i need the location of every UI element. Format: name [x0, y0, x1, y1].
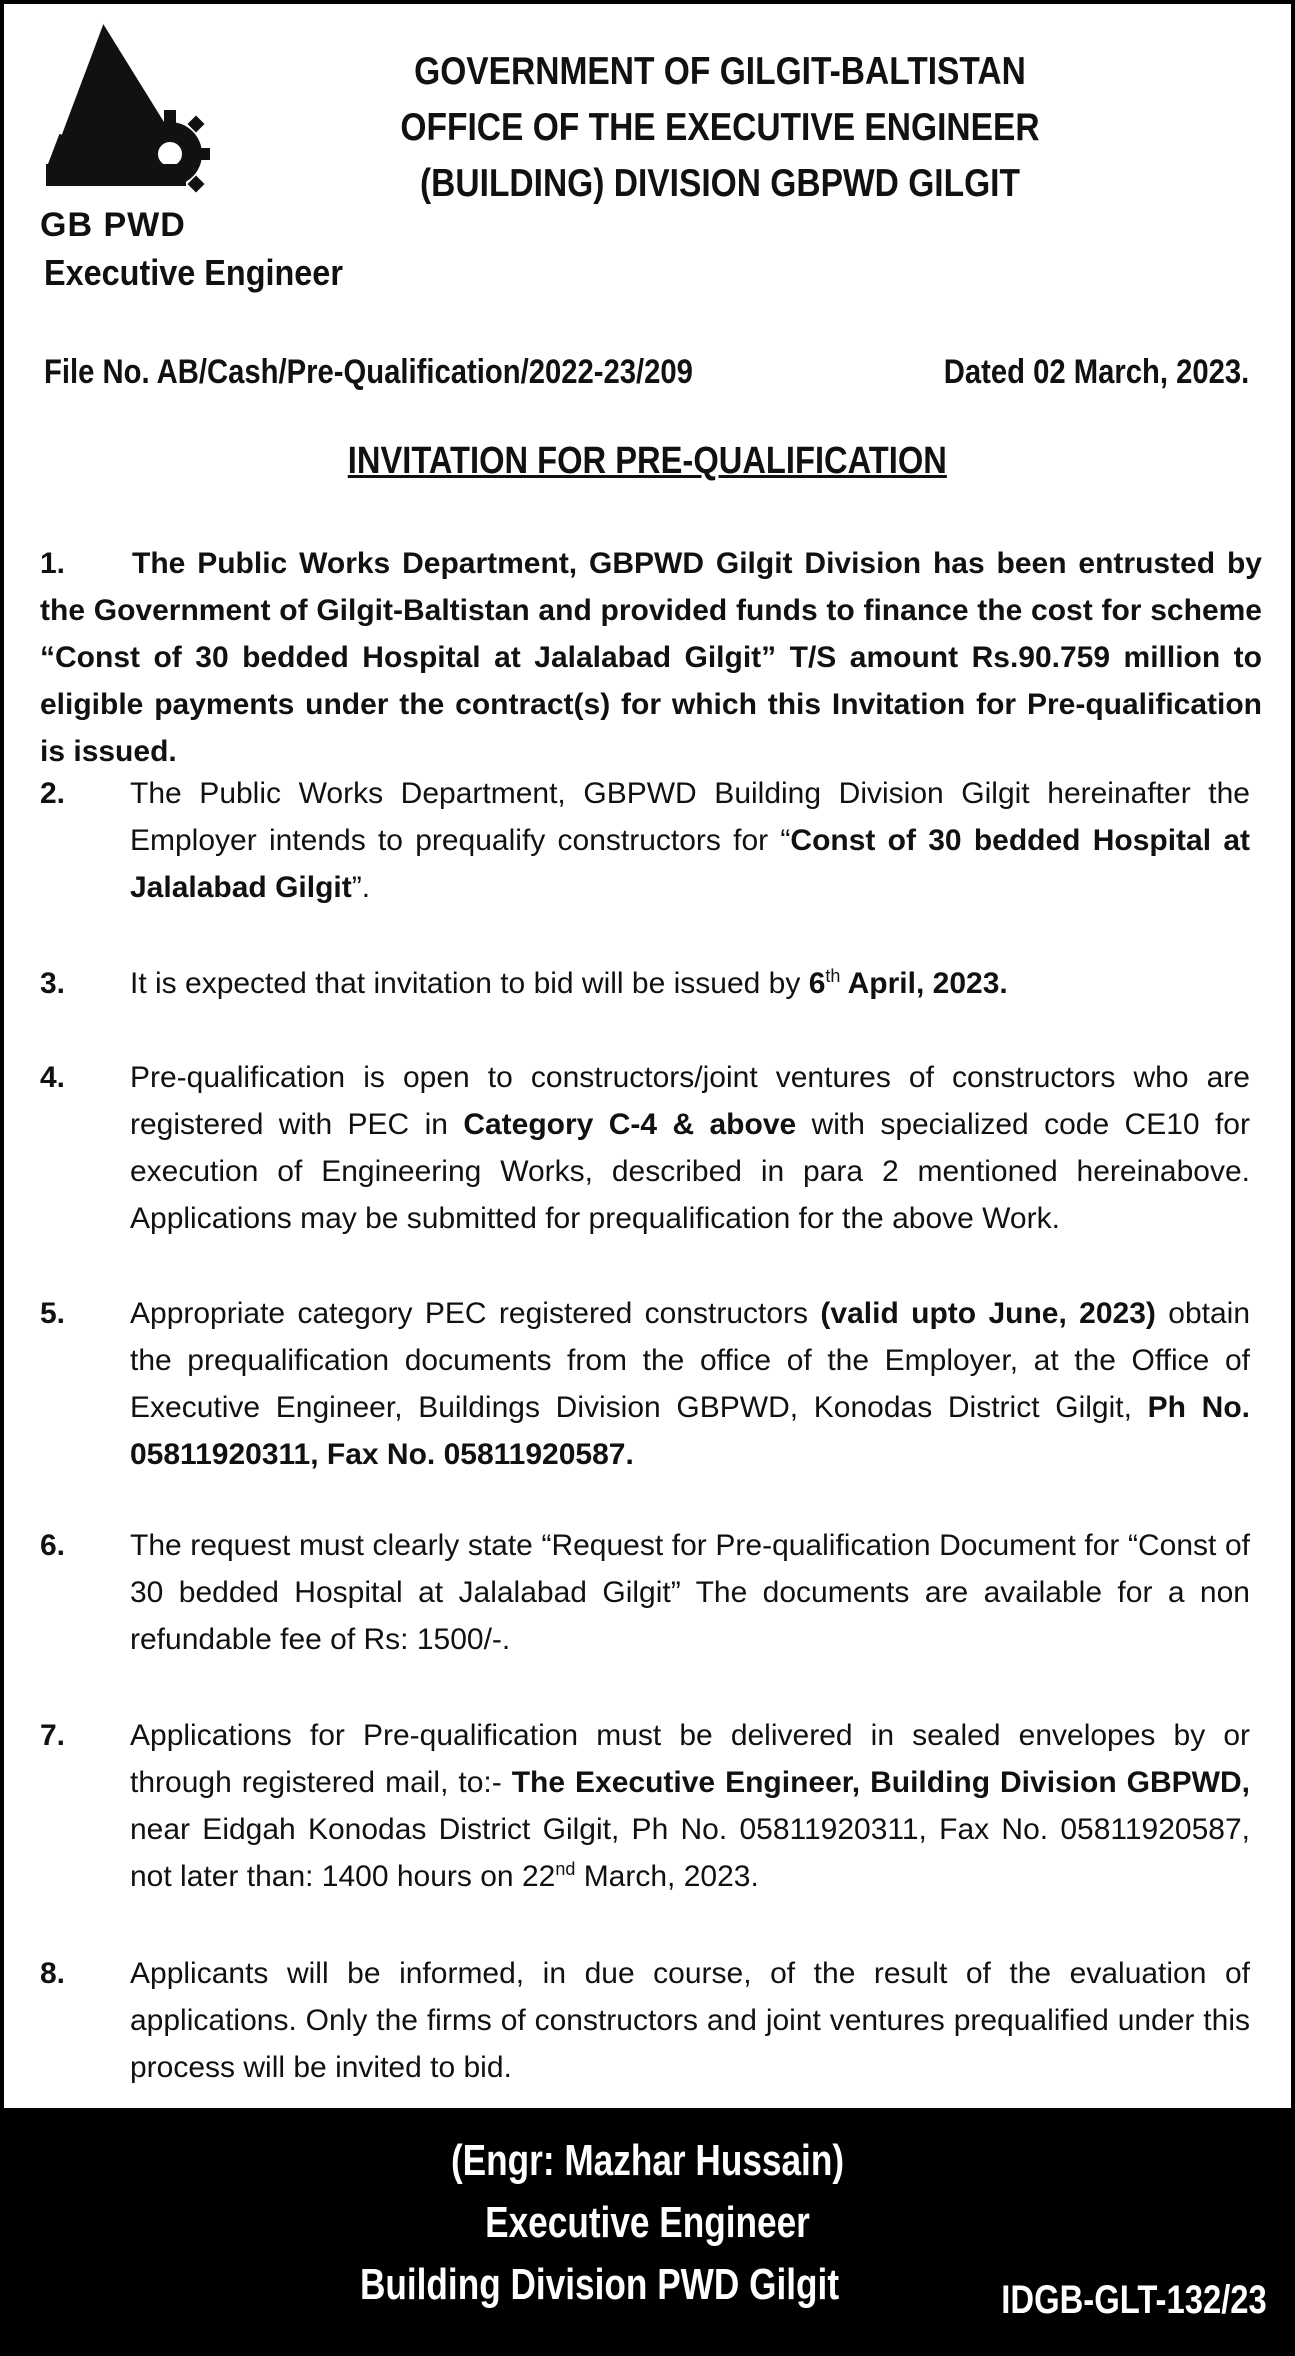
letterhead-line-3: (BUILDING) DIVISION GBPWD GILGIT: [420, 162, 1020, 205]
paragraph-number: 4.: [40, 1061, 66, 1094]
paragraph-text: [130, 960, 1250, 1007]
notice-title-text: INVITATION FOR PRE-QUALIFICATION: [347, 440, 948, 482]
notice-title: [0, 440, 1295, 483]
project-name: Const of 30 bedded Hospital at Jalalabad Gilgit: [130, 824, 1250, 904]
paragraph-number: 5.: [40, 1297, 66, 1330]
paragraph-number: 8.: [40, 1957, 66, 1990]
paragraph-text: [130, 1290, 1250, 1478]
text-segment: The Public Works Department, GBPWD Building Division Gilgit hereinafter the Employer intends to prequalify constructors for “: [130, 777, 1250, 857]
paragraph-text: Applicants will be informed, in due course, of the result of the evaluation of applications. Only the firms of constructors and joint ventures prequalified under this process will be invited to bid.: [130, 1957, 1250, 2084]
date: Dated 02 March, 2023.: [943, 353, 1249, 391]
contact-numbers: Ph No. 05811920311, Fax No. 05811920587.: [130, 1391, 1250, 1471]
paragraph-text: [130, 770, 1250, 911]
text-segment: Appropriate category PEC registered constructors: [130, 1297, 821, 1330]
text-segment: Pre-qualification is open to constructors/joint ventures of constructors who are registered with PEC in: [130, 1061, 1250, 1141]
letterhead-line-1: GOVERNMENT OF GILGIT-BALTISTAN: [414, 50, 1026, 93]
text-segment: The request must clearly state “Request for Pre-qualification Document for “Const of 30 bedded Hospital at Jalalabad Gilgit”: [130, 1529, 1250, 1609]
paragraph-text: The Public Works Department, GBPWD Gilgit Division has been entrusted by the Government of Gilgit-Baltistan and provided funds to finance the cost for scheme “Const of 30 bedded Hospital at Jalalabad Gilgit” T/S amount Rs.90.759 million to eligible payments under the contract(s) for which this Invitation for Pre-qualification is issued.: [40, 547, 1262, 768]
paragraph-number: 7.: [40, 1719, 66, 1752]
file-number: File No. AB/Cash/Pre-Qualification/2022-23/209: [44, 353, 693, 391]
mountain-gear-icon: [40, 14, 210, 214]
signature-footer: [4, 2108, 1291, 2352]
paragraph-text: [130, 1712, 1250, 1900]
paragraph-number: 1.: [40, 547, 66, 580]
paragraph-number: 3.: [40, 967, 66, 1000]
text-segment: March, 2023.: [575, 1860, 759, 1893]
paragraph-text: [130, 1522, 1250, 1663]
paragraph-text: [130, 1054, 1250, 1242]
ordinal-suffix: th: [825, 966, 841, 986]
addressee: The Executive Engineer, Building Division GBPWD,: [511, 1766, 1251, 1799]
letterhead: [393, 44, 1047, 212]
bid-day: 6: [808, 967, 826, 1000]
text-segment: near Eidgah Konodas District Gilgit, Ph No. 05811920311, Fax No. 05811920587, not later than: 1400 hours on 22: [130, 1813, 1250, 1893]
validity: (valid upto June, 2023): [820, 1297, 1156, 1330]
office-title: Executive Engineer: [44, 252, 343, 293]
text-segment: The documents are available for a non refundable fee of Rs: 1500/-.: [130, 1576, 1250, 1656]
paragraph-number: 6.: [40, 1529, 66, 1562]
gbpwd-logo: [40, 14, 210, 254]
signatory-name: (Engr: Mazhar Hussain): [450, 2136, 845, 2185]
signatory-division: Building Division PWD Gilgit: [359, 2260, 840, 2309]
logo-text: GB PWD: [40, 206, 186, 244]
paragraph-number: 2.: [40, 777, 66, 810]
text-segment: It is expected that invitation to bid will be issued by: [130, 967, 809, 1000]
letterhead-line-2: OFFICE OF THE EXECUTIVE ENGINEER: [400, 106, 1040, 149]
signatory-designation: Executive Engineer: [485, 2198, 810, 2247]
ordinal-suffix: nd: [555, 1859, 576, 1879]
pec-category: Category C-4 & above: [463, 1108, 797, 1141]
text-segment: with specialized code CE10 for execution of Engineering Works, described in para 2 mentioned hereinabove. Applications may be submitted for prequalification for the above Work.: [130, 1108, 1250, 1235]
reference-code: IDGB-GLT-132/23: [1001, 2278, 1267, 2322]
text-segment: Applications for Pre-qualification must be delivered in sealed envelopes by or through registered mail, to:-: [130, 1719, 1250, 1799]
bid-date: April, 2023.: [840, 967, 1008, 1000]
text-segment: ”.: [351, 871, 371, 904]
text-segment: obtain the prequalification documents from the office of the Employer, at the Office of Executive Engineer, Buildings Division GBPWD, Konodas District Gilgit,: [130, 1297, 1251, 1424]
